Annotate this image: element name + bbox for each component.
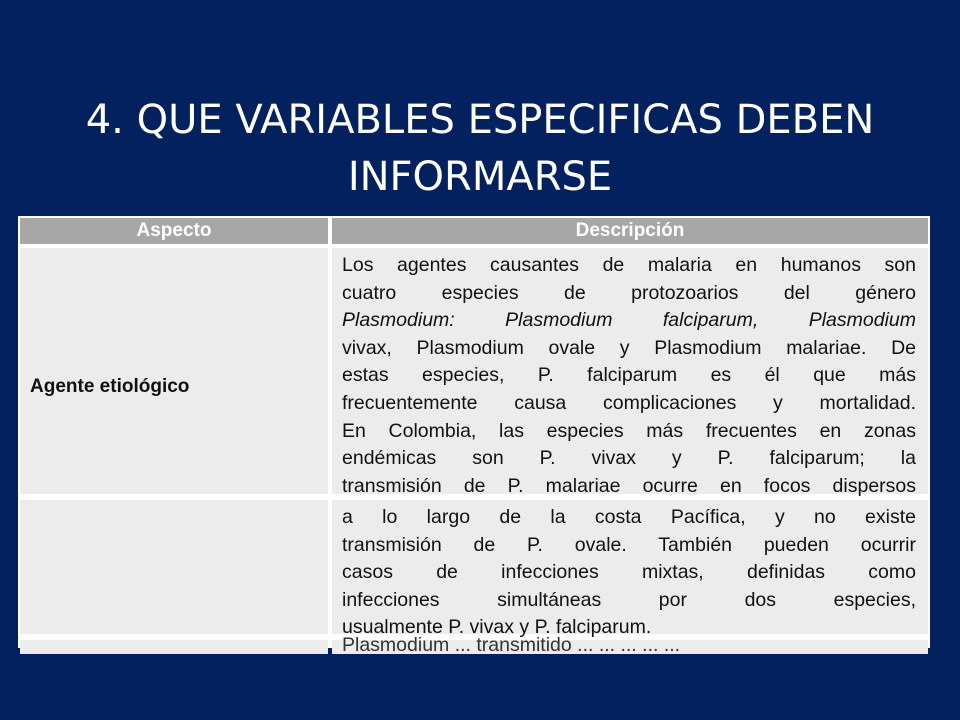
desc-line: Los agentes causantes de malaria en humanos son <box>342 254 916 276</box>
desc-line: En Colombia, las especies más frecuentes en zonas <box>342 419 916 442</box>
desc-line: estas especies, P. falciparum es él que más <box>342 364 916 387</box>
description-cell-row1 <box>332 248 928 497</box>
desc-line: a lo largo de la costa Pacífica, y no existe <box>342 506 916 528</box>
desc-line-partial: Plasmodium ... transmitido ... ... ... ... ... <box>342 634 681 656</box>
aspect-cell-row3 <box>20 640 328 654</box>
header-aspect: Aspecto <box>20 218 328 244</box>
desc-line: frecuentemente causa complicaciones y mortalidad. <box>342 391 916 414</box>
variables-table <box>18 216 930 656</box>
aspect-cell-row2 <box>20 500 328 634</box>
slide-title-line-1: 4. QUE VARIABLES ESPECIFICAS DEBEN <box>85 97 875 143</box>
aspect-cell-row1 <box>20 248 328 494</box>
aspect-label-agente: Agente etiológico <box>30 376 190 397</box>
description-text-row2 <box>342 504 916 642</box>
header-description: Descripción <box>332 218 928 244</box>
desc-line: infecciones simultáneas por dos especies, <box>342 588 916 611</box>
desc-line: transmisión de P. ovale. También pueden ocurrir <box>342 533 916 556</box>
description-row3-cut-text <box>332 634 928 656</box>
desc-line: transmisión de P. malariae ocurre en focos dispersos <box>342 474 916 497</box>
description-cell-row2 <box>332 500 928 639</box>
desc-line: vivax, Plasmodium ovale y Plasmodium malariae. De <box>342 336 916 359</box>
description-text-row1 <box>342 252 916 500</box>
slide-title-line-2: INFORMARSE <box>347 154 613 200</box>
desc-line: casos de infecciones mixtas, definidas como <box>342 561 916 584</box>
slide-title <box>20 92 940 206</box>
desc-line: endémicas son P. vivax y P. falciparum; la <box>342 447 916 470</box>
desc-line: usualmente P. vivax y P. falciparum. <box>342 616 652 639</box>
desc-line: cuatro especies de protozoarios del género <box>342 281 916 304</box>
desc-line: Plasmodium: Plasmodium falciparum, Plasmodium <box>342 309 916 332</box>
